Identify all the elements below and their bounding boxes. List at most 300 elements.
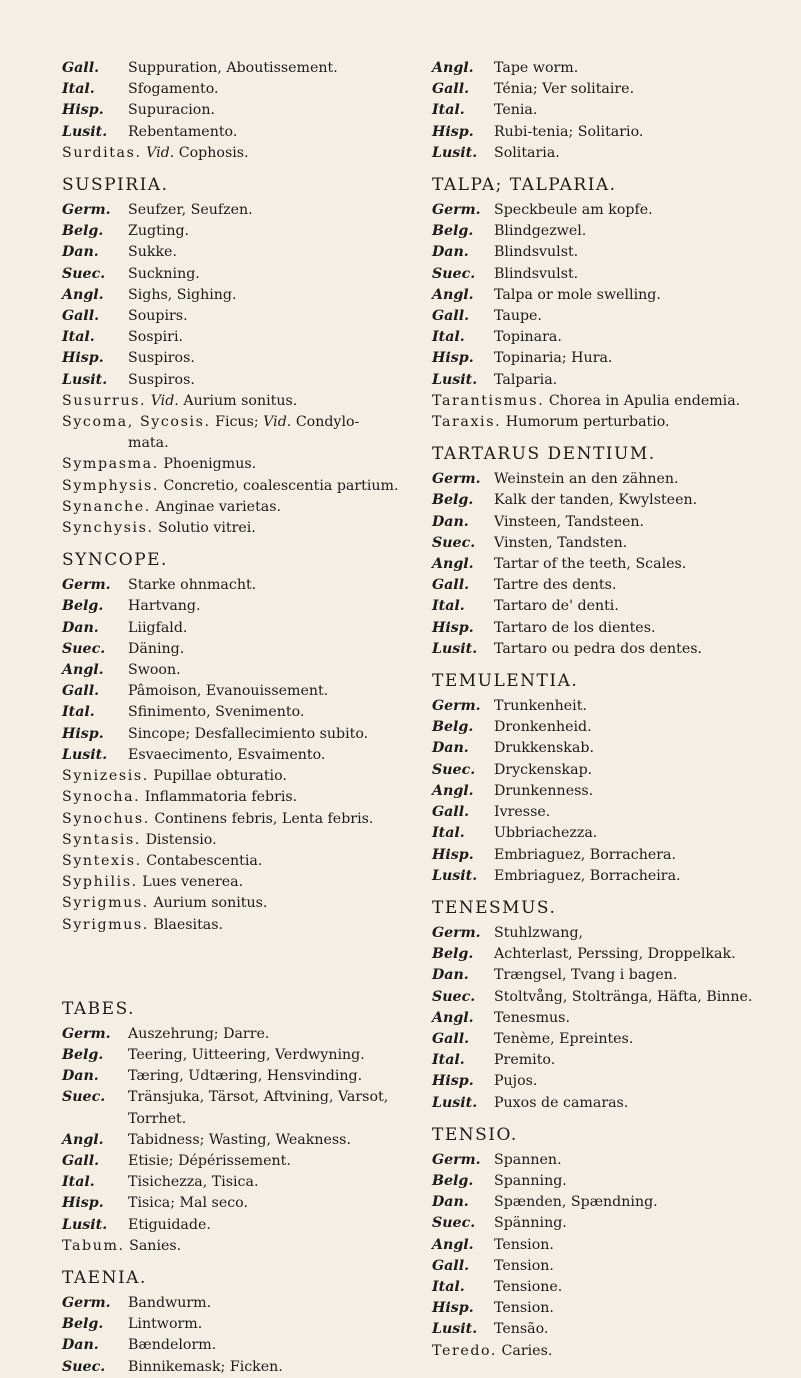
definition: Ficus;	[215, 414, 259, 431]
language-label: Lusit.	[432, 1321, 478, 1338]
heading-tensio: TENSIO.	[432, 1124, 518, 1145]
entry-row	[62, 660, 407, 681]
entry-synchysis	[62, 518, 407, 539]
translation: Dryckenskap.	[494, 761, 593, 778]
term: Syntasis.	[62, 831, 142, 848]
entry-row	[432, 1277, 792, 1298]
term: Surditas.	[62, 144, 142, 161]
entry-row	[432, 1213, 792, 1234]
language-label: Dan.	[432, 740, 469, 757]
definition: Distensio.	[145, 831, 217, 848]
entry-row	[62, 1172, 407, 1193]
language-label: Germ.	[432, 1151, 481, 1168]
language-label: Gall.	[62, 1152, 100, 1169]
entry-row	[62, 1193, 407, 1214]
translation: Topinaria; Hura.	[494, 350, 613, 367]
language-label: Suec.	[432, 761, 476, 778]
translation: Seufzer, Seufzen.	[128, 202, 253, 219]
language-label: Suec.	[432, 534, 476, 551]
entry-row	[432, 143, 792, 164]
entry-row	[62, 1045, 407, 1066]
entry-row	[62, 306, 407, 327]
language-label: Angl.	[432, 1009, 474, 1026]
language-label: Germ.	[62, 577, 111, 594]
entry-row	[62, 370, 407, 391]
entry-row	[62, 1130, 407, 1151]
block-syncope	[62, 575, 407, 766]
block-taenia	[62, 1293, 407, 1378]
entry-synocha	[62, 787, 407, 808]
language-label: Dan.	[62, 619, 99, 636]
entry-row	[432, 370, 792, 391]
block-tabes	[62, 1024, 407, 1236]
translation: Talpa or mole swelling.	[494, 286, 661, 303]
definition: Concretio, coalescentia partium.	[163, 477, 399, 494]
translation: Premito.	[494, 1052, 556, 1069]
translation: Tensione.	[494, 1278, 563, 1295]
entry-row	[62, 1215, 407, 1236]
entry-row	[62, 1087, 407, 1108]
translation: Kalk der tanden, Kwylsteen.	[494, 492, 698, 509]
entry-row	[432, 823, 792, 844]
translation: Bændelorm.	[128, 1337, 217, 1354]
entry-row	[62, 264, 407, 285]
language-label: Gall.	[62, 308, 100, 325]
entry-row	[62, 1293, 407, 1314]
entry-row	[62, 327, 407, 348]
entry-synizesis	[62, 766, 407, 787]
translation: Tension.	[494, 1300, 554, 1317]
entry-row	[432, 760, 792, 781]
translation: Sukke.	[128, 244, 177, 261]
translation: Tartre des dents.	[494, 577, 617, 594]
language-label: Dan.	[432, 967, 469, 984]
language-label: Gall.	[432, 1030, 470, 1047]
translation: Teering, Uitteering, Verdwyning.	[128, 1046, 365, 1063]
language-label: Germ.	[62, 202, 111, 219]
language-label: Suec.	[62, 265, 106, 282]
heading-talpa: TALPA; TALPARIA.	[432, 175, 617, 196]
translation: Blindgezwel.	[494, 223, 587, 240]
translation: Pujos.	[494, 1073, 538, 1090]
term: Synizesis.	[62, 768, 149, 785]
definition: Solutio vitrei.	[158, 520, 256, 537]
translation: Liigfald.	[128, 619, 188, 636]
translation: Sfinimento, Svenimento.	[128, 704, 305, 721]
entry-sycoma	[62, 412, 407, 433]
translation: Tenesmus.	[494, 1009, 570, 1026]
block-talpa	[432, 200, 792, 391]
entry-row	[432, 554, 792, 575]
definition: Humorum perturbatio.	[505, 414, 670, 431]
entry-row	[432, 575, 792, 596]
definition: Continens febris, Lenta febris.	[154, 810, 374, 827]
entry-row	[432, 1029, 792, 1050]
entry-syntasis	[62, 830, 407, 851]
term: Synchysis.	[62, 520, 154, 537]
translation: Tensão.	[494, 1321, 549, 1338]
translation: Pâmoison, Evanouissement.	[128, 683, 329, 700]
entry-row	[432, 469, 792, 490]
entry-row	[432, 264, 792, 285]
entry-row	[432, 1235, 792, 1256]
translation: Suspiros.	[128, 350, 195, 367]
entry-row	[432, 1256, 792, 1277]
block-tape-worm	[432, 58, 792, 164]
entry-row	[432, 285, 792, 306]
entry-row	[62, 724, 407, 745]
definition: Condylo-	[295, 414, 360, 431]
language-label: Belg.	[62, 1046, 104, 1063]
translation: Tartar of the teeth, Scales.	[494, 556, 687, 573]
entry-row	[432, 1171, 792, 1192]
block-entries-2	[62, 766, 407, 936]
block-tenesmus	[432, 923, 792, 1114]
language-label: Ital.	[432, 598, 465, 615]
language-label: Germ.	[432, 924, 481, 941]
entry-row	[432, 944, 792, 965]
entry-row	[432, 802, 792, 823]
translation: Suppuration, Aboutissement.	[128, 60, 338, 76]
term: Sycoma, Sycosis.	[62, 414, 211, 431]
translation: Puxos de camaras.	[494, 1094, 629, 1111]
entry-syrigmus-2	[62, 915, 407, 936]
entry-row	[432, 1298, 792, 1319]
language-label: Gall.	[432, 308, 470, 325]
term: Syrigmus.	[62, 895, 149, 912]
entry-row	[62, 1151, 407, 1172]
entry-row	[432, 596, 792, 617]
definition: Lues venerea.	[142, 874, 244, 891]
heading-syncope: SYNCOPE.	[62, 550, 168, 571]
entry-row	[62, 1357, 407, 1378]
language-label: Germ.	[432, 698, 481, 715]
definition: Contabescentia.	[146, 852, 263, 869]
language-label: Angl.	[432, 286, 474, 303]
term: Tarantismus.	[432, 392, 545, 409]
definition: Phoenigmus.	[163, 456, 257, 473]
entry-row	[432, 639, 792, 660]
entry-row	[62, 618, 407, 639]
translation: Stoltvång, Stoltränga, Häfta, Binne.	[494, 988, 753, 1005]
language-label: Suec.	[432, 988, 476, 1005]
language-label: Hisp.	[432, 619, 474, 636]
translation: Sincope; Desfallecimiento subito.	[128, 725, 369, 742]
translation: Swoon.	[128, 662, 181, 679]
language-label: Angl.	[432, 1236, 474, 1253]
translation: Speckbeule am kopfe.	[494, 202, 653, 219]
translation: Suspiros.	[128, 371, 195, 388]
entry-tarantismus	[432, 391, 792, 412]
language-label: Lusit.	[62, 371, 108, 388]
entry-row	[432, 781, 792, 802]
entry-row	[432, 306, 792, 327]
translation: Tape worm.	[494, 60, 579, 76]
entry-row	[62, 242, 407, 263]
language-label: Dan.	[62, 1068, 99, 1085]
translation: Dronkenheid.	[494, 719, 592, 736]
entry-row	[62, 58, 407, 79]
entry-row	[62, 1335, 407, 1356]
translation: Tension.	[494, 1257, 554, 1274]
translation: Weinstein an den zähnen.	[494, 471, 679, 488]
language-label: Germ.	[432, 202, 481, 219]
translation: Tenème, Epreintes.	[494, 1030, 634, 1047]
language-label: Gall.	[432, 577, 470, 594]
language-label: Lusit.	[432, 144, 478, 161]
language-label: Suec.	[62, 1358, 106, 1375]
entry-row	[432, 1008, 792, 1029]
entry-row	[432, 1150, 792, 1171]
language-label: Dan.	[432, 513, 469, 530]
entry-row	[432, 221, 792, 242]
entry-taraxis	[432, 412, 792, 433]
language-label: Ital.	[62, 1174, 95, 1191]
translation: Ténia; Ver solitaire.	[494, 81, 635, 98]
translation: Binnikemask; Ficken.	[128, 1358, 283, 1375]
entry-row	[432, 845, 792, 866]
translation: Drunkenness.	[494, 782, 594, 799]
translation: Solitaria.	[494, 144, 560, 161]
vid-ref: Vid.	[150, 392, 179, 409]
language-label: Hisp.	[62, 1195, 104, 1212]
language-label: Angl.	[62, 662, 104, 679]
term: Sympasma.	[62, 456, 159, 473]
entry-syrigmus-1	[62, 893, 407, 914]
term: Taraxis.	[432, 414, 502, 431]
block-tensio	[432, 1150, 792, 1341]
entry-row	[432, 618, 792, 639]
definition: Blaesitas.	[153, 916, 224, 933]
term: Tabum.	[62, 1237, 125, 1254]
language-label: Ital.	[432, 1278, 465, 1295]
heading-tabes: TABES.	[62, 998, 136, 1019]
entry-row	[432, 923, 792, 944]
block-tartarus	[432, 469, 792, 660]
entry-row	[432, 242, 792, 263]
translation: Ubbriachezza.	[494, 825, 598, 842]
term: Teredo.	[432, 1342, 498, 1359]
translation: Tenia.	[494, 102, 538, 119]
language-label: Belg.	[432, 946, 474, 963]
translation: Sospiri.	[128, 329, 183, 346]
language-label: Angl.	[432, 782, 474, 799]
translation: Blindsvulst.	[494, 265, 579, 282]
entry-teredo	[432, 1341, 792, 1362]
entry-row	[62, 1024, 407, 1045]
language-label: Angl.	[432, 556, 474, 573]
entry-row	[432, 717, 792, 738]
language-label: Lusit.	[432, 640, 478, 657]
entry-row	[62, 681, 407, 702]
vid-ref: Vid.	[146, 144, 175, 161]
heading-tenesmus: TENESMUS.	[432, 897, 557, 918]
language-label: Germ.	[62, 1294, 111, 1311]
language-label: Angl.	[62, 1131, 104, 1148]
entry-row	[62, 596, 407, 617]
translation: Tartaro de' denti.	[494, 598, 619, 615]
definition: Chorea in Apulia endemia.	[548, 392, 741, 409]
language-label: Ital.	[432, 825, 465, 842]
translation: Tränsjuka, Tärsot, Aftvining, Varsot,	[128, 1089, 389, 1106]
definition: Caries.	[501, 1342, 553, 1359]
translation: Auszehrung; Darre.	[128, 1025, 270, 1042]
translation: Torrhet.	[128, 1110, 187, 1127]
language-label: Hisp.	[432, 846, 474, 863]
entry-row	[432, 200, 792, 221]
entry-row	[432, 696, 792, 717]
heading-taenia: TAENIA.	[62, 1267, 147, 1288]
language-label: Lusit.	[62, 746, 108, 763]
language-label: Angl.	[432, 60, 474, 76]
translation: Tartaro ou pedra dos dentes.	[494, 640, 703, 657]
translation: Esvaecimento, Esvaimento.	[128, 746, 326, 763]
language-label: Ital.	[432, 329, 465, 346]
vid-ref: Vid.	[263, 414, 292, 431]
translation: Spänning.	[494, 1215, 567, 1232]
translation: Tisica; Mal seco.	[128, 1195, 248, 1212]
heading-suspiria: SUSPIRIA.	[62, 175, 169, 196]
language-label: Hisp.	[432, 1300, 474, 1317]
translation: Ivresse.	[494, 804, 551, 821]
language-label: Ital.	[62, 704, 95, 721]
block-suppuration	[62, 58, 407, 143]
translation: Etisie; Dépérissement.	[128, 1152, 291, 1169]
translation: Bandwurm.	[128, 1294, 212, 1311]
translation: Embriaguez, Borrachera.	[494, 846, 676, 863]
entry-sympasma	[62, 454, 407, 475]
entry-row	[432, 987, 792, 1008]
entry-symphysis	[62, 476, 407, 497]
translation: Sighs, Sighing.	[128, 286, 237, 303]
definition: Aurium sonitus.	[183, 392, 298, 409]
entry-row	[62, 221, 407, 242]
language-label: Dan.	[62, 244, 99, 261]
language-label: Belg.	[432, 223, 474, 240]
translation: Suckning.	[128, 265, 200, 282]
entry-row	[432, 738, 792, 759]
entry-row	[432, 512, 792, 533]
language-label: Dan.	[432, 1194, 469, 1211]
translation: Starke ohnmacht.	[128, 577, 257, 594]
language-label: Gall.	[62, 60, 100, 76]
term: Syrigmus.	[62, 916, 149, 933]
translation: Trunkenheit.	[494, 698, 587, 715]
spacer	[62, 936, 407, 988]
entry-row	[432, 122, 792, 143]
entry-synochus	[62, 809, 407, 830]
entry-row	[432, 327, 792, 348]
translation: Etiguidade.	[128, 1216, 211, 1233]
entry-row	[62, 285, 407, 306]
translation: Spannen.	[494, 1151, 562, 1168]
translation: Spanning.	[494, 1172, 567, 1189]
entry-row	[432, 1050, 792, 1071]
translation: Embriaguez, Borracheira.	[494, 867, 681, 884]
entry-tabum	[62, 1236, 407, 1257]
translation: Tabidness; Wasting, Weakness.	[128, 1131, 351, 1148]
language-label: Hisp.	[62, 725, 104, 742]
translation: Tension.	[494, 1236, 554, 1253]
language-label: Hisp.	[62, 102, 104, 119]
entry-row	[432, 348, 792, 369]
language-label: Suec.	[62, 1089, 106, 1106]
term: Synanche.	[62, 498, 151, 515]
term: Susurrus.	[62, 392, 147, 409]
entry-row	[432, 490, 792, 511]
entry-row	[62, 575, 407, 596]
language-label: Ital.	[62, 81, 95, 98]
language-label: Dan.	[432, 244, 469, 261]
heading-temulentia: TEMULENTIA.	[432, 671, 579, 692]
entry-row	[62, 1314, 407, 1335]
definition: Inflammatoria febris.	[144, 789, 298, 806]
entry-row	[62, 100, 407, 121]
language-label: Angl.	[62, 286, 104, 303]
block-entries-1	[62, 391, 407, 539]
language-label: Gall.	[432, 804, 470, 821]
language-label: Suec.	[62, 640, 106, 657]
language-label: Hisp.	[432, 123, 474, 140]
language-label: Gall.	[432, 1257, 470, 1274]
term: Synocha.	[62, 789, 141, 806]
translation: Taupe.	[494, 308, 542, 325]
language-label: Lusit.	[432, 867, 478, 884]
translation: Tæring, Udtæring, Hensvinding.	[128, 1068, 363, 1085]
language-label: Ital.	[432, 1052, 465, 1069]
language-label: Belg.	[432, 719, 474, 736]
entry-row	[432, 866, 792, 887]
language-label: Ital.	[432, 102, 465, 119]
translation: Talparia.	[494, 371, 558, 388]
translation: Drukkenskab.	[494, 740, 594, 757]
language-label: Belg.	[62, 223, 104, 240]
translation: Rebentamento.	[128, 123, 238, 140]
entry-synanche	[62, 497, 407, 518]
entry-row	[432, 1192, 792, 1213]
entry-row	[62, 745, 407, 766]
language-label: Hisp.	[432, 350, 474, 367]
entry-row	[62, 639, 407, 660]
language-label: Suec.	[432, 1215, 476, 1232]
entry-row	[432, 533, 792, 554]
translation: Stuhlzwang,	[494, 924, 584, 941]
language-label: Lusit.	[432, 371, 478, 388]
translation: Tisichezza, Tisica.	[128, 1174, 259, 1191]
term: Syphilis.	[62, 874, 138, 891]
translation: Vinsteen, Tandsteen.	[494, 513, 645, 530]
entry-row	[62, 200, 407, 221]
definition: Aurium sonitus.	[153, 895, 268, 912]
language-label: Suec.	[432, 265, 476, 282]
translation: Hartvang.	[128, 598, 201, 615]
definition: Sanies.	[129, 1237, 182, 1254]
entry-row	[432, 100, 792, 121]
entry-row	[432, 1093, 792, 1114]
definition: Cophosis.	[178, 144, 249, 161]
translation: Tartaro de los dientes.	[494, 619, 656, 636]
language-label: Gall.	[432, 81, 470, 98]
translation: Topinara.	[494, 329, 562, 346]
entry-syntexis	[62, 851, 407, 872]
entry-continuation: mata.	[128, 435, 169, 452]
block-temulentia	[432, 696, 792, 887]
entry-row	[62, 79, 407, 100]
translation: Zugting.	[128, 223, 190, 240]
language-label: Belg.	[432, 492, 474, 509]
translation: Däning.	[128, 640, 185, 657]
entry-row	[432, 58, 792, 79]
